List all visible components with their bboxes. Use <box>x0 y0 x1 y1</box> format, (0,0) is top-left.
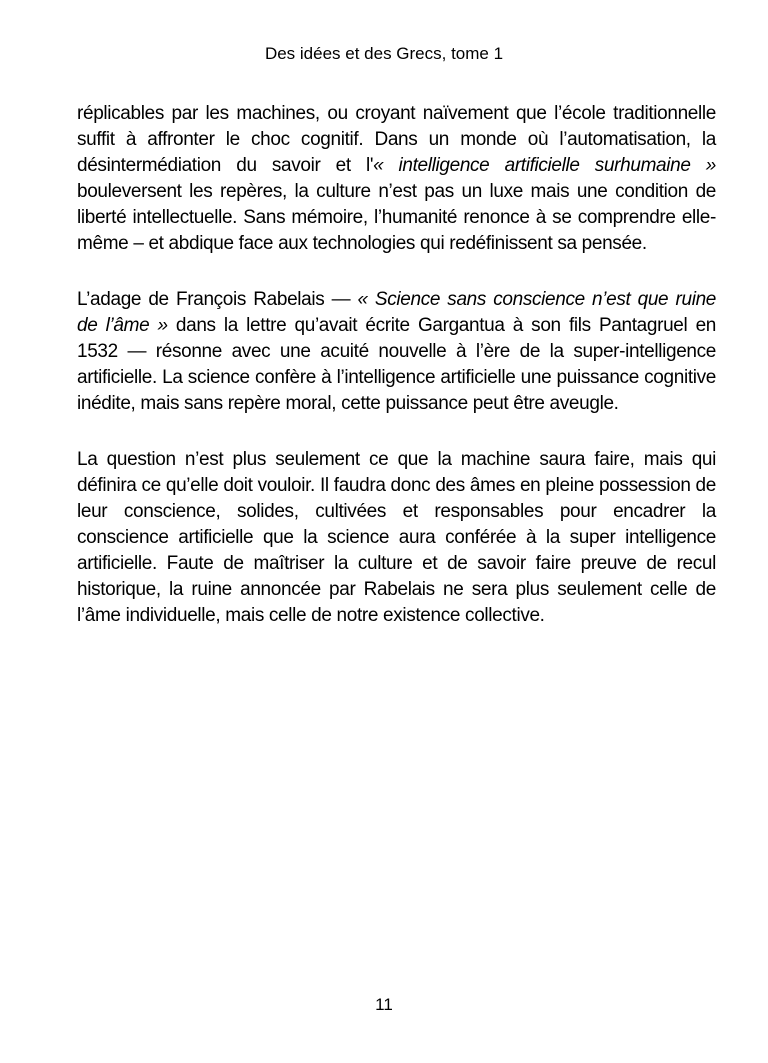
paragraph-3-segment-1: La question n’est plus seulement ce que la machine saura faire, mais qui définira ce qu’elle doit vouloir. Il faudra donc des âmes en pleine possession de leur conscience, solides, cultivées et responsables pour encadrer la conscience artificielle que la science aura conférée à la super intelligence artificielle. Faute de maîtriser la culture et de savoir faire preuve de recul historique, la ruine annoncée par Rabelais ne sera plus seulement celle de l’âme individuelle, mais celle de notre existence collective. <box>77 449 716 626</box>
paragraph-3 <box>77 447 716 629</box>
body-text <box>77 101 716 659</box>
paragraph-1-segment-1: réplicables par les machines, ou croyant naïvement que l’école traditionnelle suffit à affronter le choc cognitif. Dans un monde où l’automatisation, la désintermédiation du savoir et l' <box>77 103 716 176</box>
paragraph-2-segment-3: dans la lettre qu’avait écrite Gargantua à son fils Pantagruel en 1532 — résonne avec une acuité nouvelle à l’ère de la super-intelligence artificielle. La science confère à l’intelligence artificielle une puissance cognitive inédite, mais sans repère moral, cette puissance peut être aveugle. <box>77 315 717 414</box>
running-header: Des idées et des Grecs, tome 1 <box>264 44 504 63</box>
paragraph-1-segment-3: bouleversent les repères, la culture n’est pas un luxe mais une condition de liberté intellectuelle. Sans mémoire, l’humanité renonce à se comprendre elle-même – et abdique face aux technologies qui redéfinissent sa pensée. <box>77 181 716 254</box>
paragraph-1-quote: « intelligence artificielle surhumaine » <box>373 155 716 176</box>
page-number: 11 <box>375 995 393 1014</box>
paragraph-1 <box>77 101 716 257</box>
paragraph-2 <box>77 287 716 417</box>
paragraph-2-segment-1: L’adage de François Rabelais — <box>77 289 358 310</box>
paragraph-2-quote: « Science sans conscience n’est que ruine de l’âme » <box>77 289 716 336</box>
